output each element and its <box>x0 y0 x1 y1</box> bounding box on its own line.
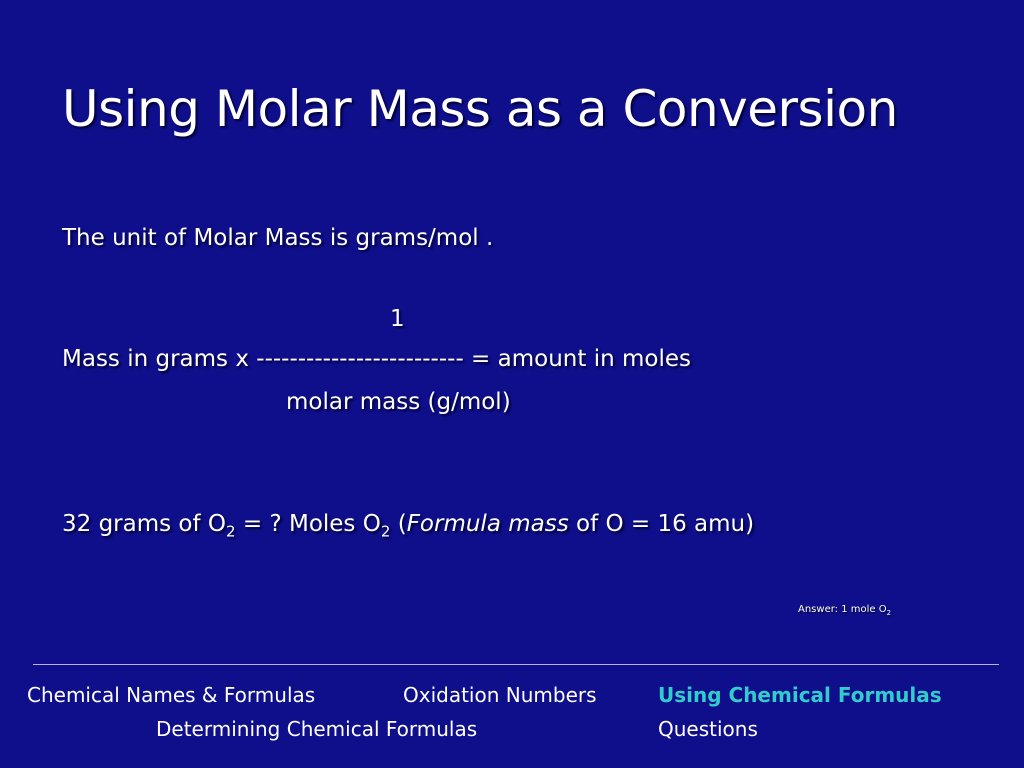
nav-link-using-chemical-formulas[interactable]: Using Chemical Formulas <box>658 683 942 707</box>
example-text-part2: = ? Moles O <box>235 511 381 537</box>
example-problem <box>62 511 755 541</box>
answer-subscript: 2 <box>886 609 892 617</box>
nav-link-questions[interactable]: Questions <box>658 717 758 741</box>
conversion-equation: Mass in grams x ------------------------- = amount in moles <box>62 346 691 372</box>
answer-text: Answer: 1 mole O <box>798 604 887 615</box>
nav-link-determining-formulas[interactable]: Determining Chemical Formulas <box>156 717 478 741</box>
footer-divider <box>33 664 999 665</box>
example-text-part3: ( <box>390 511 407 537</box>
slide-title: Using Molar Mass as a Conversion <box>62 80 898 138</box>
nav-link-oxidation-numbers[interactable]: Oxidation Numbers <box>403 683 597 707</box>
answer-note <box>798 604 891 615</box>
fraction-numerator: 1 <box>390 306 405 332</box>
unit-statement: The unit of Molar Mass is grams/mol . <box>62 225 494 251</box>
example-subscript-2: 2 <box>380 522 391 541</box>
example-subscript-1: 2 <box>226 522 236 541</box>
example-text-part1: 32 grams of O <box>62 511 227 537</box>
nav-link-chemical-names[interactable]: Chemical Names & Formulas <box>27 683 316 707</box>
example-text-part4: of O = 16 amu) <box>568 511 755 537</box>
fraction-denominator: molar mass (g/mol) <box>286 389 511 415</box>
example-italic-term: Formula mass <box>406 511 569 537</box>
